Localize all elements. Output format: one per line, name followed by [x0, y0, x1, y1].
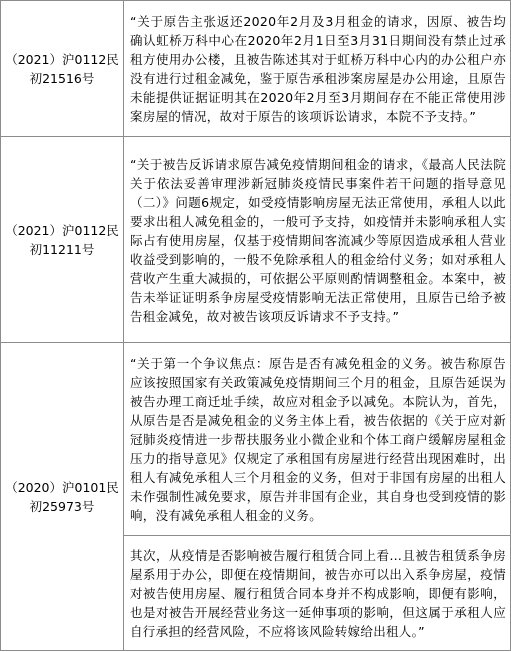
excerpt-cell	[124, 536, 511, 651]
table-row	[1, 343, 511, 536]
case-number: （2021）沪0112民初21516号	[5, 51, 119, 86]
case-number-cell	[1, 137, 124, 343]
case-number-cell	[1, 343, 124, 651]
excerpt-paragraph: “关于原告主张返还2020年2月及3月租金的请求，因原、被告均确认虹桥万科中心在2020年2月1日至3月31日期间没有禁止过承租方使用办公楼，且被告陈述其对于虹桥万科中心内的办公租户亦没有进行过租金减免，鉴于原告承租涉案房屋是办公用途，且原告未能提供证据证明其在2020年2月至3月期间存在不能正常使用涉案房屋的情况，故对于原告的该项诉讼请求，本院不予支持。”	[130, 14, 506, 124]
table-row	[1, 1, 511, 137]
excerpt-paragraph: “关于被告反诉请求原告减免疫情期间租金的请求，《最高人民法院关于依法妥善审理涉新冠肺炎疫情民事案件若干问题的指导意见（二）》问题6规定，如受疫情影响房屋无法正常使用，承租人以此要求出租人减免租金的，一般可予支持，如疫情并未影响承租人实际占有使用房屋，仅基于疫情期间客流减少等原因造成承租人营业收益受到影响的，一般不免除承租人的租金给付义务；如对承租人营收产生重大减损的，可依据公平原则酌情调整租金。本案中，被告未举证证明系争房屋受疫情影响无法正常使用，且原告已给予被告租金减免，故对被告该项反诉请求不予支持。”	[130, 156, 506, 324]
excerpt-paragraph: 其次，从疫情是否影响被告履行租赁合同上看…且被告租赁系争房屋系用于办公，即便在疫情期间，被告亦可以出入系争房屋，疫情对被告使用房屋、履行租赁合同本身并不构成影响，即便有影响，也是对被告开展经营业务这一延伸事项的影响，但这属于承租人应自行承担的经营风险，不应将该风险转嫁给出租人。”	[130, 548, 506, 639]
case-number: （2020）沪0101民初25973号	[5, 479, 119, 514]
excerpt-cell	[124, 137, 511, 343]
table-row	[1, 137, 511, 343]
excerpt-cell	[124, 1, 511, 137]
excerpt-cell	[124, 343, 511, 536]
excerpt-paragraph: “关于第一个争议焦点：原告是否有减免租金的义务。被告称原告应该按照国家有关政策减免疫情期间三个月的租金，且原告延误为被告办理工商迁址手续，故应对租金予以减免。本院认为，首先，从原告是否是减免租金的义务主体上看，被告依据的《关于应对新冠肺炎疫情进一步帮扶服务业小微企业和个体工商户缓解房屋租金压力的指导意见》仅规定了承租国有房屋进行经营出现困难时，出租人有减免承租人三个月租金的义务，但对于非国有房屋的出租人未作强制性减免要求，原告并非国有企业，其自身也受到疫情的影响，没有减免承租人租金的义务。	[130, 356, 506, 523]
case-number: （2021）沪0112民初11211号	[5, 222, 119, 257]
case-number-cell	[1, 1, 124, 137]
